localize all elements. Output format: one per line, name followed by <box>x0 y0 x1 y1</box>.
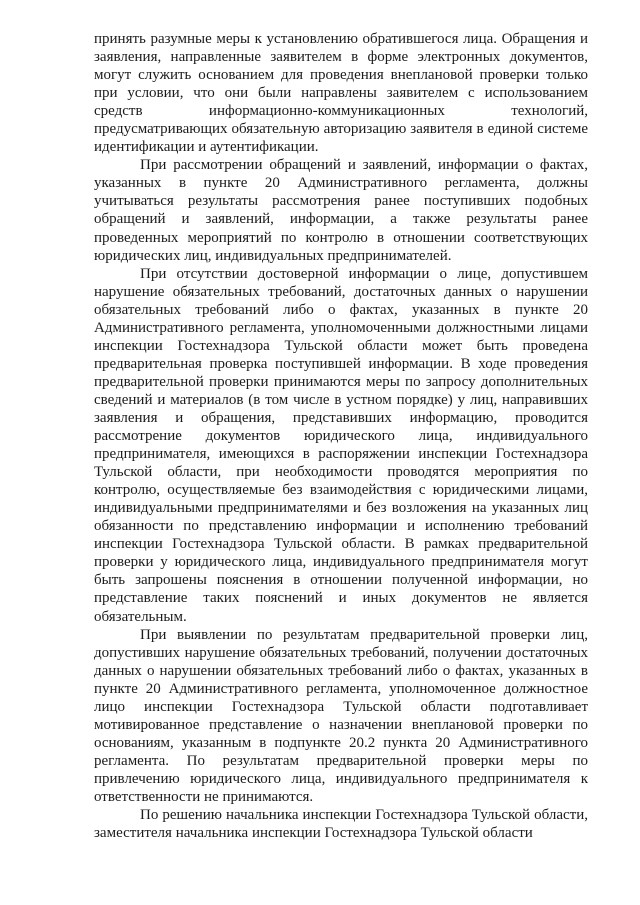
paragraph-head-decision: По решению начальника инспекции Гостехнадзора Тульской области, заместителя начальника инспекции Гостехнадзора Тульской области <box>94 807 588 842</box>
paragraph-preliminary-check: При отсутствии достоверной информации о лице, допустившем нарушение обязательных требований, достаточных данных о нарушении обязательных требований либо о фактах, указанных в пункте 20 Административного регламента, уполномоченными должностными лицами инспекции Гостехнадзора Тульской области может быть проведена предварительная проверка поступившей информации. В ходе проведения предварительной проверки принимаются меры по запросу дополнительных сведений и материалов (в том числе в устном порядке) у лиц, направивших заявления и обращения, представивших информацию, проводится рассмотрение документов юридического лица, индивидуального предпринимателя, имеющихся в распоряжении инспекции Гостехнадзора Тульской области, при необходимости проводятся мероприятия по контролю, осуществляемые без взаимодействия с юридическими лицами, индивидуальными предпринимателями и без возложения на указанных лиц обязанности по представлению информации и исполнению требований инспекции Гостехнадзора Тульской области. В рамках предварительной проверки у юридического лица, индивидуального предпринимателя могут быть запрошены пояснения в отношении полученной информации, но представление таких пояснений и иных документов не является обязательным. <box>94 265 588 625</box>
paragraph-continuation: принять разумные меры к установлению обратившегося лица. Обращения и заявления, направленные заявителем в форме электронных документов, могут служить основанием для проведения внеплановой проверки только при условии, что они были направлены заявителем с использованием средств информационно-коммуникационных технологий, предусматривающих обязательную авторизацию заявителя в единой системе идентификации и аутентификации. <box>94 31 588 156</box>
paragraph-check-results: При выявлении по результатам предварительной проверки лиц, допустивших нарушение обязательных требований, получении достаточных данных о нарушении обязательных требований либо о фактах, указанных в пункте 20 Административного регламента, уполномоченное должностное лицо инспекции Гостехнадзора Тульской области подготавливает мотивированное представление о назначении внеплановой проверки по основаниям, указанным в подпункте 20.2 пункта 20 Административного регламента. По результатам предварительной проверки меры по привлечению юридического лица, индивидуального предпринимателя к ответственности не принимаются. <box>94 626 588 805</box>
document-page <box>94 30 588 842</box>
paragraph-review-appeals: При рассмотрении обращений и заявлений, информации о фактах, указанных в пункте 20 Административного регламента, должны учитываться результаты рассмотрения ранее поступивших подобных обращений и заявлений, информации, а также результаты ранее проведенных мероприятий по контролю в отношении соответствующих юридических лиц, индивидуальных предпринимателей. <box>94 157 588 264</box>
